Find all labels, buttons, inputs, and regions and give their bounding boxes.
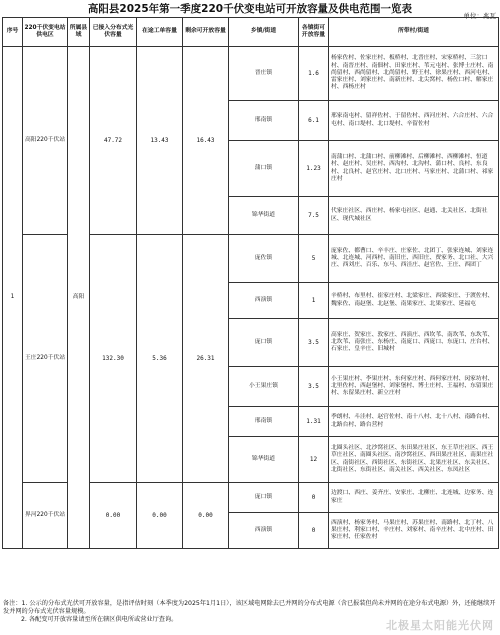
page-title: 高阳县2025年第一季度220千伏变电站可开放容量及供电范围一览表 (87, 3, 413, 15)
town-villages: 北圈头社区、北沙窝社区、东田果庄社区、东王草庄社区、西王草庄社区、南圈头社区、南沙窝社区、西田果庄社区、南果庄社区、南街社区、西街社区、东街社区、北果庄社区、东关社区、北街社区、东街社区、南关社区、西关社区、东凤社区 (329, 437, 499, 483)
header-station-area: 220千伏变电站供电区 (23, 18, 68, 47)
town-villages: 西演村、杨家务村、马果庄村、苏果庄村、南路村、北丁村、八果庄村、利家口村、辛庄村、刘家村、南辛庄村、北中庄村、田家庄村、任家佐村 (329, 513, 499, 549)
town-capacity: 12 (299, 437, 329, 483)
header-township: 乡镇/街道 (229, 18, 299, 47)
town-villages: 辛桥村、布里村、崔家庄村、北梁家庄、西梁家庄、于渡佐村、魏家佐、南赵堡、北赵堡、南果家庄、北果家庄、延福屯 (329, 283, 499, 319)
table-row (3, 47, 499, 101)
town-villages: 小王果庄村、李果庄村、东何家庄村、西何家庄村、闵家坊村、北里佐村、西赵堡村、刘家堡村、博士庄村、王福村、东留果庄村、东留果庄村、新立庄村 (329, 367, 499, 407)
header-seq: 序号 (3, 18, 23, 47)
note-line: 2. 各配变可开放容量请至所在辖区供电所或营业厅查询。 (21, 616, 178, 623)
station-name: 王庄220千伏站 (23, 235, 68, 483)
station-name: 界河220千伏站 (23, 483, 68, 549)
town-name: 锦华街道 (229, 437, 299, 483)
watermark: 北极星太阳能光伏网 (386, 619, 494, 632)
station-remaining: 0.00 (183, 483, 229, 549)
town-name: 西演镇 (229, 513, 299, 549)
town-capacity: 0 (299, 513, 329, 549)
town-name: 庞佐镇 (229, 235, 299, 283)
town-name: 邢南镇 (229, 407, 299, 437)
note-line: 备注：1. 公示的分布式光伏可开放容量，是指评估时刻（本季度为2025年1月1日），该区域电网除去已并网的分布式电源（含已报装但尚未并网的在途分布式电源）外，还能继续开发并网的分布式光伏容量规模。 (3, 600, 496, 615)
town-name: 蒲口镇 (229, 141, 299, 197)
table-header-row (3, 18, 499, 47)
town-villages: 边渡口、西庄、姜齐庄、安家庄、北柳庄、北连城、边家务、连家庄 (329, 483, 499, 513)
town-villages: 杨家佐村、佐家庄村、板桥村、北晋庄村、宋家桥村、三岔口村、南晋庄村、南佃村、田家庄村、苇元屯村、张博士庄村、南尚留村、西尚留村、北尚留村、野王村、徐果庄村、西河屯村、雷家庄村、刘家庄村、南新庄村、北尖窝村、杨佐口村、解家庄村、西杨庄村 (329, 47, 499, 101)
town-capacity: 1.6 (299, 47, 329, 101)
town-villages: 庞家佐、都曹口、辛丰庄、庄家佐、北团丁、张家连城、刘家连城、北连城、河西村、南旧庄、西旧庄、贾家务、北口社、大兴庄、西刘庄、百乐、东马、西洼庄、赵官佐、王庄、西团丁 (329, 235, 499, 283)
header-in-progress: 在途工单容量 (137, 18, 183, 47)
capacity-table (2, 17, 499, 549)
town-name: 锦华街道 (229, 197, 299, 235)
unit-label: 单位：兆瓦 (463, 12, 496, 20)
town-name: 小王果庄镇 (229, 367, 299, 407)
town-villages: 高家庄、贺家庄、敦家庄、西演庄、西坎苇、南坎苇、东坎苇、北坎苇、南张庄、东杨庄、南庞口、西庞口、东庞口、庄台村、石家庄、皇辛庄、旧城村 (329, 319, 499, 367)
header-town-capacity: 各镇街可开放容量 (299, 18, 329, 47)
town-villages: 季朗村、斗洼村、赵官佐村、南十八村、北十八村、南路台村、北路台村、路台营村 (329, 407, 499, 437)
town-name: 邢南镇 (229, 101, 299, 141)
town-name: 西演镇 (229, 283, 299, 319)
header-villages: 所带村/街道 (329, 18, 499, 47)
county-cell: 高阳 (68, 47, 90, 549)
station-in-progress: 13.43 (137, 47, 183, 235)
town-name: 庞口镇 (229, 483, 299, 513)
header-connected: 已接入分布式光伏容量 (90, 18, 137, 47)
station-name: 高阳220千伏站 (23, 47, 68, 235)
town-capacity: 6.1 (299, 101, 329, 141)
town-capacity: 3.5 (299, 319, 329, 367)
town-villages: 邢家南屯村、留祥佐村、于留佐村、西河庄村、六合庄村、六合屯村、南口堤村、北口堤村、辛留佐村 (329, 101, 499, 141)
station-in-progress: 5.36 (137, 235, 183, 483)
town-capacity: 1 (299, 283, 329, 319)
town-capacity: 7.5 (299, 197, 329, 235)
town-capacity: 5 (299, 235, 329, 283)
station-connected: 47.72 (90, 47, 137, 235)
station-connected: 0.00 (90, 483, 137, 549)
town-capacity: 0 (299, 483, 329, 513)
town-villages: 南蒲口村、北蒲口村、前柳滩村、后柳滩村、西柳滩村、恒道村、赵庄村、吴庄村、西沟村、北沟村、蒲口村、良村、东良村、北良村、赵官庄村、北口庄村、马家庄村、北蒲口村、祁家庄村 (329, 141, 499, 197)
town-villages: 代家庄社区、西庄村、杨家屯社区、赵通、北关社区、北街社区、现代城社区 (329, 197, 499, 235)
town-capacity: 1.31 (299, 407, 329, 437)
seq-cell: 1 (3, 47, 23, 549)
station-connected: 132.30 (90, 235, 137, 483)
town-capacity: 1.23 (299, 141, 329, 197)
header-remaining: 剩余可开放容量 (183, 18, 229, 47)
station-remaining: 16.43 (183, 47, 229, 235)
header-county: 所属县域 (68, 18, 90, 47)
station-remaining: 26.31 (183, 235, 229, 483)
town-name: 晋庄镇 (229, 47, 299, 101)
station-in-progress: 0.00 (137, 483, 183, 549)
town-capacity: 3.5 (299, 367, 329, 407)
town-name: 庞口镇 (229, 319, 299, 367)
